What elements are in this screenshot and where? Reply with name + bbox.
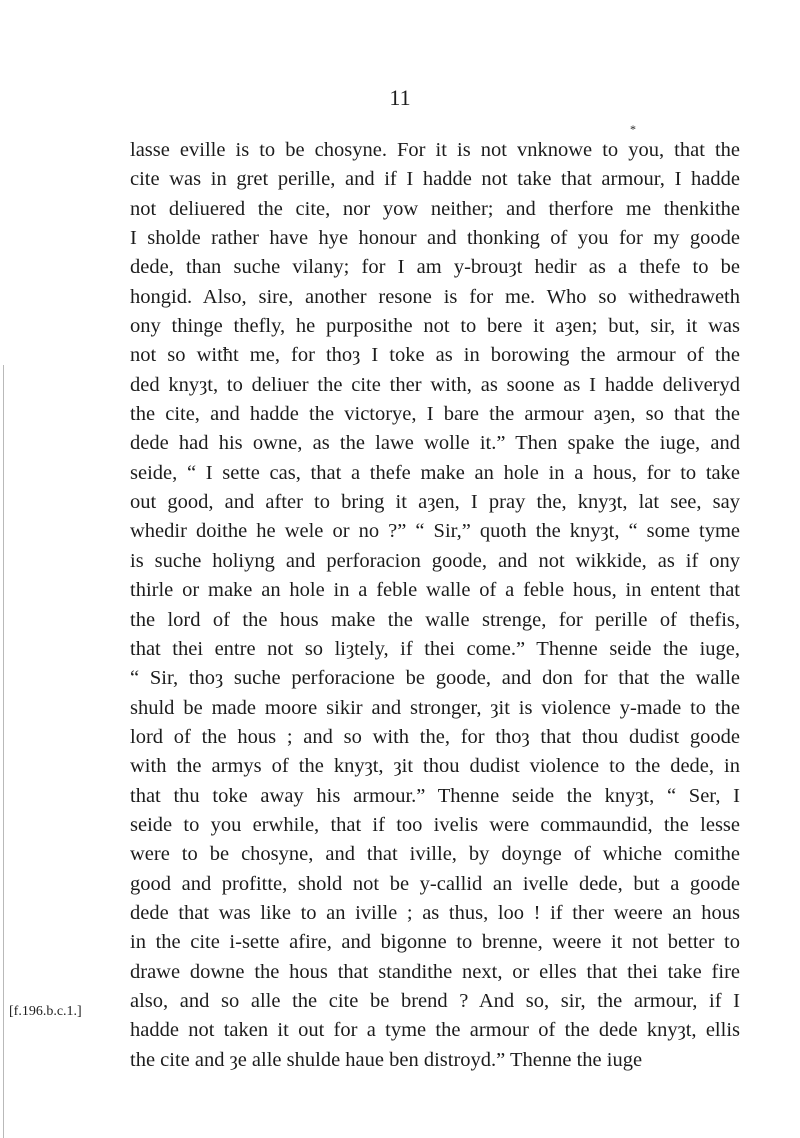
text-line: the cite, and hadde the victorye, I bare the armour aȝen, so that the (130, 403, 740, 426)
text-line: were to be chosyne, and that iville, by doynge of whiche comithe (130, 843, 740, 866)
text-line: hadde not taken it out for a tyme the armour of the dede knyȝt, ellis (130, 1019, 740, 1042)
text-line: seide to you erwhile, that if too ivelis were commaundid, the lesse (130, 813, 740, 836)
text-line: the cite and ȝe alle shulde haue ben distroyd.” Thenne the iuge (130, 1048, 643, 1071)
text-line: not so witħt me, for thoȝ I toke as in borowing the armour of the (130, 344, 740, 367)
text-line: lasse eville is to be chosyne. For it is not vnknowe to you, that the (130, 139, 740, 161)
text-line: dede that was like to an iville ; as thus, loo ! if ther weere an hous (130, 901, 740, 924)
text-line: thirle or make an hole in a feble walle of a feble hous, in entent that (130, 579, 740, 602)
text-line: dede had his owne, as the lawe wolle it.” Then spake the iuge, and (130, 432, 740, 455)
page-number: 11 (389, 85, 411, 110)
text-line: shuld be made moore sikir and stronger, ȝit is violence y-made to the (130, 696, 740, 719)
text-line: I sholde rather have hye honour and thonking of you for my goode (130, 227, 740, 250)
text-line: ded knyȝt, to deliuer the cite ther with, as soone as I hadde deliveryd (130, 373, 740, 396)
body-text (130, 136, 740, 1075)
text-line: the lord of the hous make the walle strenge, for perille of thefis, (130, 608, 740, 631)
text-line: also, and so alle the cite be brend ? And so, sir, the armour, if I (130, 989, 740, 1012)
text-line: in the cite i-sette afire, and bigonne to brenne, weere it not better to (130, 931, 740, 954)
text-line: seide, “ I sette cas, that a thefe make an hole in a hous, for to take (130, 461, 740, 484)
text-line: good and profitte, shold not be y-callid an ivelle dede, but a goode (130, 872, 740, 895)
text-line: is suche holiyng and perforacion goode, and not wikkide, as if ony (130, 549, 740, 572)
margin-note: [f.196.b.c.1.] (9, 1004, 82, 1019)
text-line: whedir doithe he wele or no ?” “ Sir,” quoth the knyȝt, “ some tyme (130, 520, 740, 543)
text-line: out good, and after to bring it aȝen, I pray the, knyȝt, lat see, say (130, 491, 740, 514)
text-line: cite was in gret perille, and if I hadde not take that armour, I hadde (130, 168, 740, 191)
text-line: that thu toke away his armour.” Thenne seide the knyȝt, “ Ser, I (130, 784, 740, 807)
text-line: lord of the hous ; and so with the, for thoȝ that thou dudist goode (130, 725, 740, 748)
text-line: “ Sir, thoȝ suche perforacione be goode, and don for that the walle (130, 667, 740, 690)
text-line: ony thinge thefly, he purposithe not to bere it aȝen; but, sir, it was (130, 315, 740, 338)
text-line: not deliuered the cite, nor yow neither; and therfore me thenkithe (130, 197, 740, 220)
text-line: drawe downe the hous that standithe next, or elles that thei take fire (130, 960, 740, 983)
text-line: hongid. Also, sire, another resone is for me. Who so withedraweth (130, 285, 740, 308)
page-mark: * (630, 122, 636, 136)
page-edge-line (3, 365, 4, 1138)
text-line: with the armys of the knyȝt, ȝit thou dudist violence to the dede, in (130, 755, 740, 778)
text-line: that thei entre not so liȝtely, if thei come.” Thenne seide the iuge, (130, 637, 740, 660)
text-line: dede, than suche vilany; for I am y-brouȝt hedir as a thefe to be (130, 256, 740, 279)
